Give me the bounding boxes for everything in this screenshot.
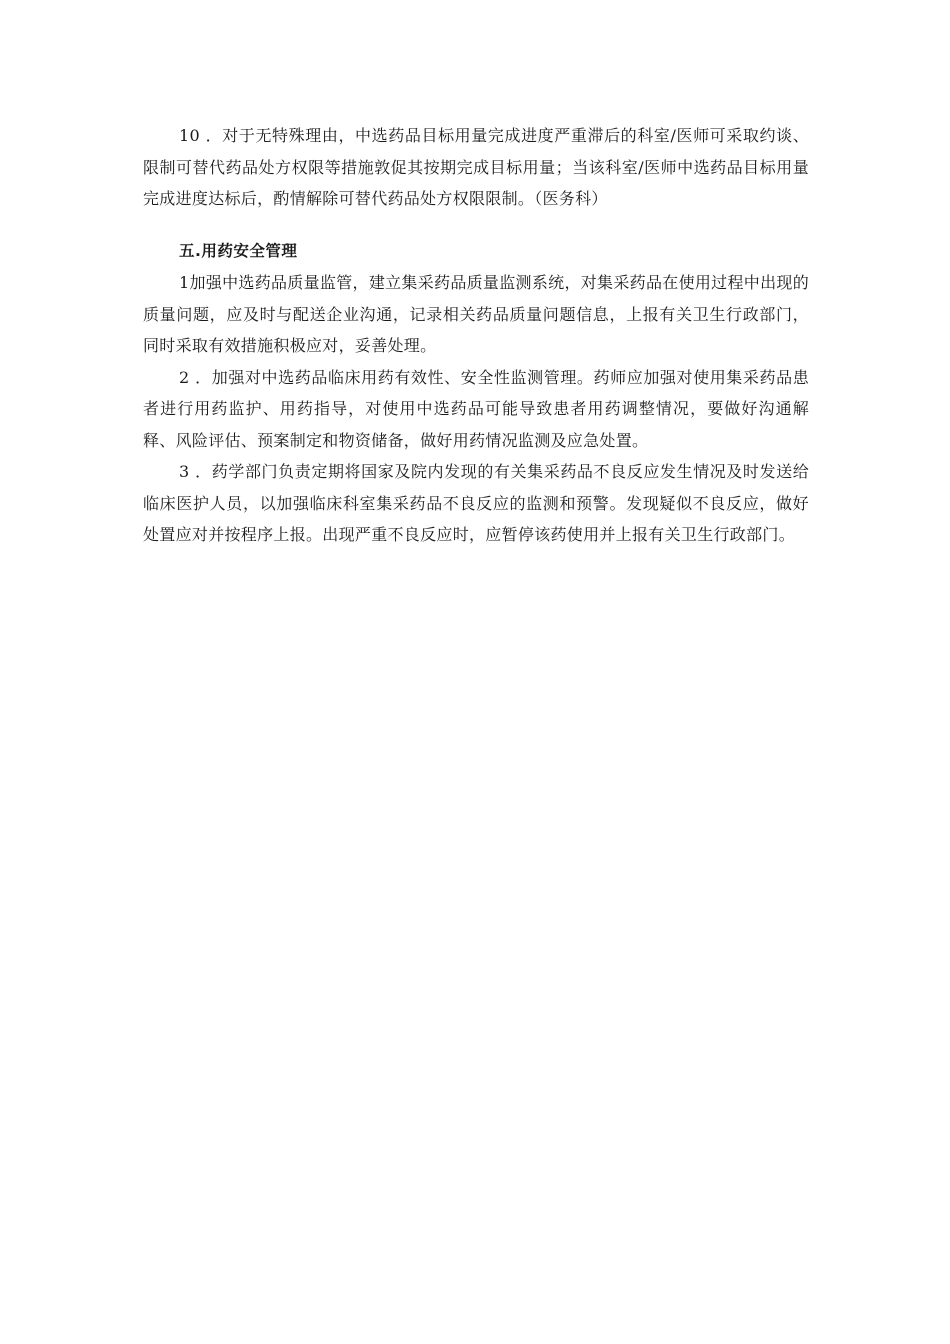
section-heading-medication-safety: 五.用药安全管理 — [179, 241, 298, 260]
paragraph-item-1: 1加强中选药品质量监管，建立集采药品质量监测系统，对集采药品在使用过程中出现的质量问题，应及时与配送企业沟通，记录相关药品质量问题信息，上报有关卫生行政部门，同时采取有效措施积极应对，妥善处理。 — [143, 273, 809, 355]
paragraph-item-3: 3 ．药学部门负责定期将国家及院内发现的有关集采药品不良反应发生情况及时发送给临床医护人员，以加强临床科室集采药品不良反应的监测和预警。发现疑似不良反应，做好处置应对并按程序上报。出现严重不良反应时，应暂停该药使用并上报有关卫生行政部门。 — [143, 462, 809, 544]
document-body — [143, 120, 809, 551]
paragraph-item-2: 2 ．加强对中选药品临床用药有效性、安全性监测管理。药师应加强对使用集采药品患者进行用药监护、用药指导，对使用中选药品可能导致患者用药调整情况，要做好沟通解释、风险评估、预案制定和物资储备，做好用药情况监测及应急处置。 — [143, 367, 809, 450]
paragraph-item-10: 10 ．对于无特殊理由，中选药品目标用量完成进度严重滞后的科室/医师可采取约谈、限制可替代药品处方权限等措施敦促其按期完成目标用量；当该科室/医师中选药品目标用量完成进度达标后，酌情解除可替代药品处方权限限制。（医务科） — [143, 126, 809, 208]
